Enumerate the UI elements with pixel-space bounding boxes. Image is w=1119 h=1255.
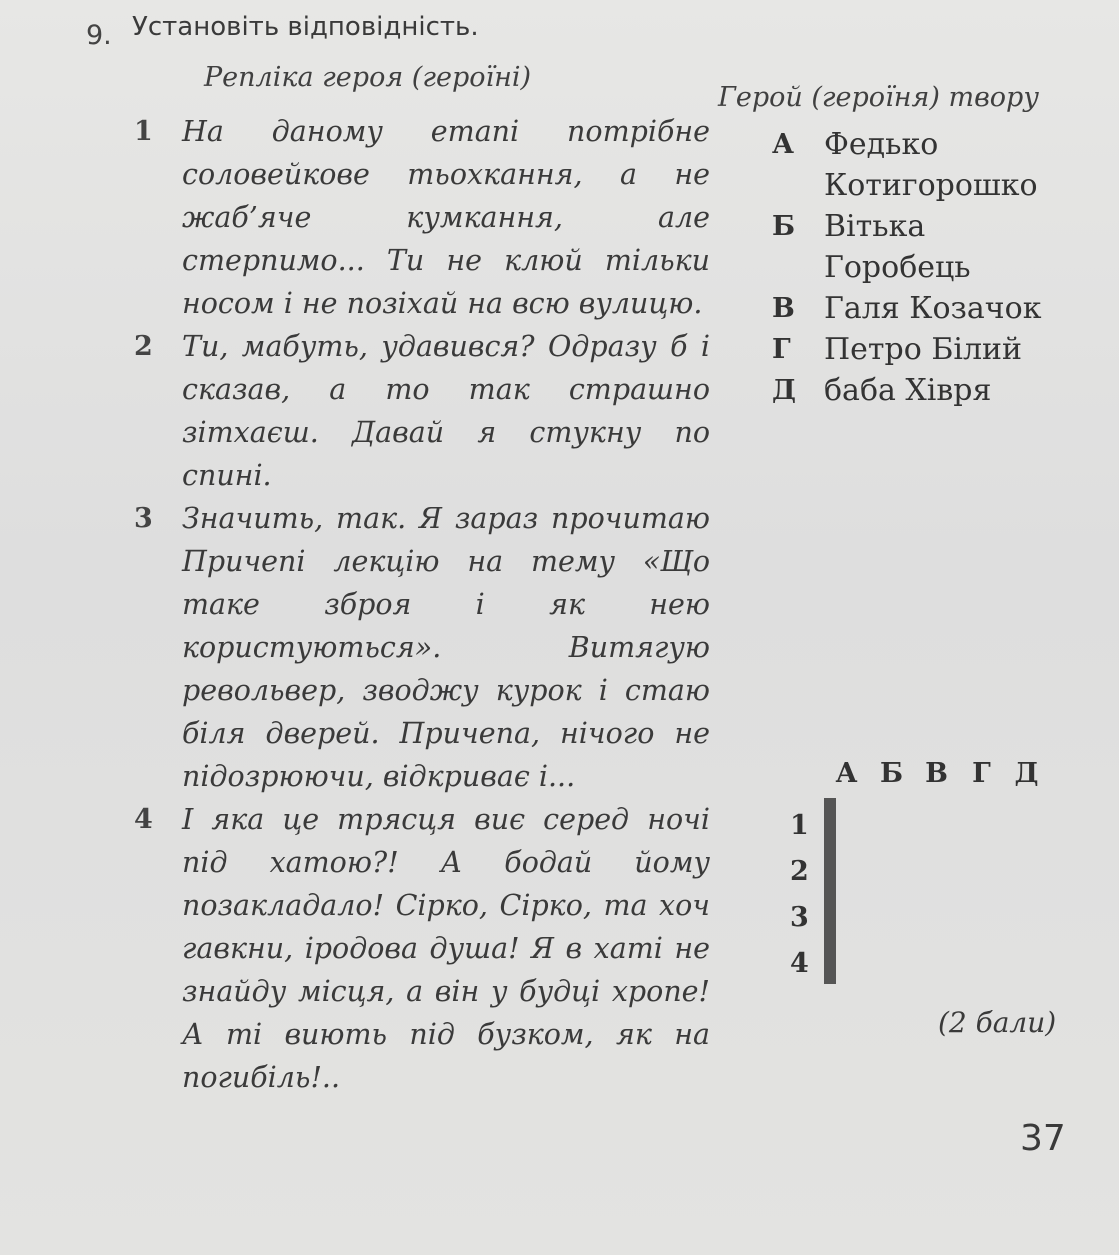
hero-name: Галя Козачок — [824, 291, 1042, 326]
replica-item — [120, 497, 710, 798]
replica-text: Значить, так. Я зараз прочитаю Причепі лекцію на тему «Що таке зброя і як нею користуються». Витягую револьвер, зводжу курок і стаю біля дверей. Причепа, нічого не підозрюючи, відкриває і... — [182, 502, 710, 793]
replica-item — [120, 110, 710, 325]
hero-item — [768, 329, 1048, 370]
answer-cell[interactable] — [833, 937, 835, 983]
grid-row-label: 2 — [790, 856, 809, 887]
grid-column-label: Г — [972, 758, 991, 789]
grid-column-label: А — [835, 758, 858, 789]
replica-item — [120, 325, 710, 497]
grid-row-label: 3 — [790, 902, 809, 933]
hero-item — [768, 288, 1048, 329]
hero-letter: А — [772, 129, 794, 160]
hero-item — [768, 124, 1048, 206]
hero-item — [768, 206, 1048, 288]
answer-row — [825, 937, 835, 983]
hero-letter: Б — [772, 211, 796, 242]
answer-cell[interactable] — [833, 891, 835, 937]
grid-row-label: 4 — [790, 948, 809, 979]
replica-number: 2 — [134, 331, 153, 362]
replica-number: 3 — [134, 503, 153, 534]
answer-cell[interactable] — [833, 799, 835, 845]
hero-name: баба Хівря — [824, 373, 992, 408]
replica-number: 4 — [134, 804, 153, 835]
replica-text: І яка це трясця виє серед ночі під хатою?! А бодай йому позакладало! Сірко, Сірко, та хоч гавкни, іродова душа! Я в хаті не знайду місця, а він у будці хропе! А ті виють під бузком, як на погибіль!.. — [182, 803, 710, 1094]
points-label: (2 бали) — [938, 1006, 1057, 1039]
replica-number: 1 — [134, 116, 153, 147]
hero-letter: В — [772, 293, 795, 324]
answer-row — [825, 891, 835, 937]
replica-list — [120, 110, 710, 1099]
answer-row — [825, 799, 835, 845]
hero-list — [768, 124, 1048, 411]
hero-letter: Д — [772, 375, 797, 406]
answer-cell[interactable] — [833, 845, 835, 891]
grid-column-label: Б — [879, 758, 904, 789]
hero-name: Вітька Горобець — [824, 209, 971, 285]
hero-name: Петро Білий — [824, 332, 1023, 367]
grid-column-label: Д — [1014, 758, 1039, 789]
hero-item — [768, 370, 1048, 411]
question-title: Установіть відповідність. — [132, 12, 479, 42]
replica-text: На даному етапі потрібне соловейкове тьохкання, а не жаб’яче кумкання, але стерпимо... Ти не клюй тільки носом і не позіхай на всю вулицю. — [182, 115, 710, 320]
page-number: 37 — [1020, 1118, 1066, 1159]
replica-item — [120, 798, 710, 1099]
grid-column-label: В — [925, 758, 948, 789]
replica-text: Ти, мабуть, удавився? Одразу б і сказав, а то так страшно зітхаєш. Давай я стукну по спині. — [182, 330, 710, 492]
hero-letter: Г — [772, 334, 791, 365]
hero-name: Федько Котигорошко — [824, 127, 1038, 203]
replica-column-header: Репліка героя (героїні) — [204, 62, 532, 93]
question-number: 9. — [86, 20, 112, 51]
answer-table — [824, 798, 836, 984]
grid-row-label: 1 — [790, 810, 809, 841]
answer-row — [825, 845, 835, 891]
hero-column-header: Герой (героїня) твору — [718, 82, 1039, 113]
